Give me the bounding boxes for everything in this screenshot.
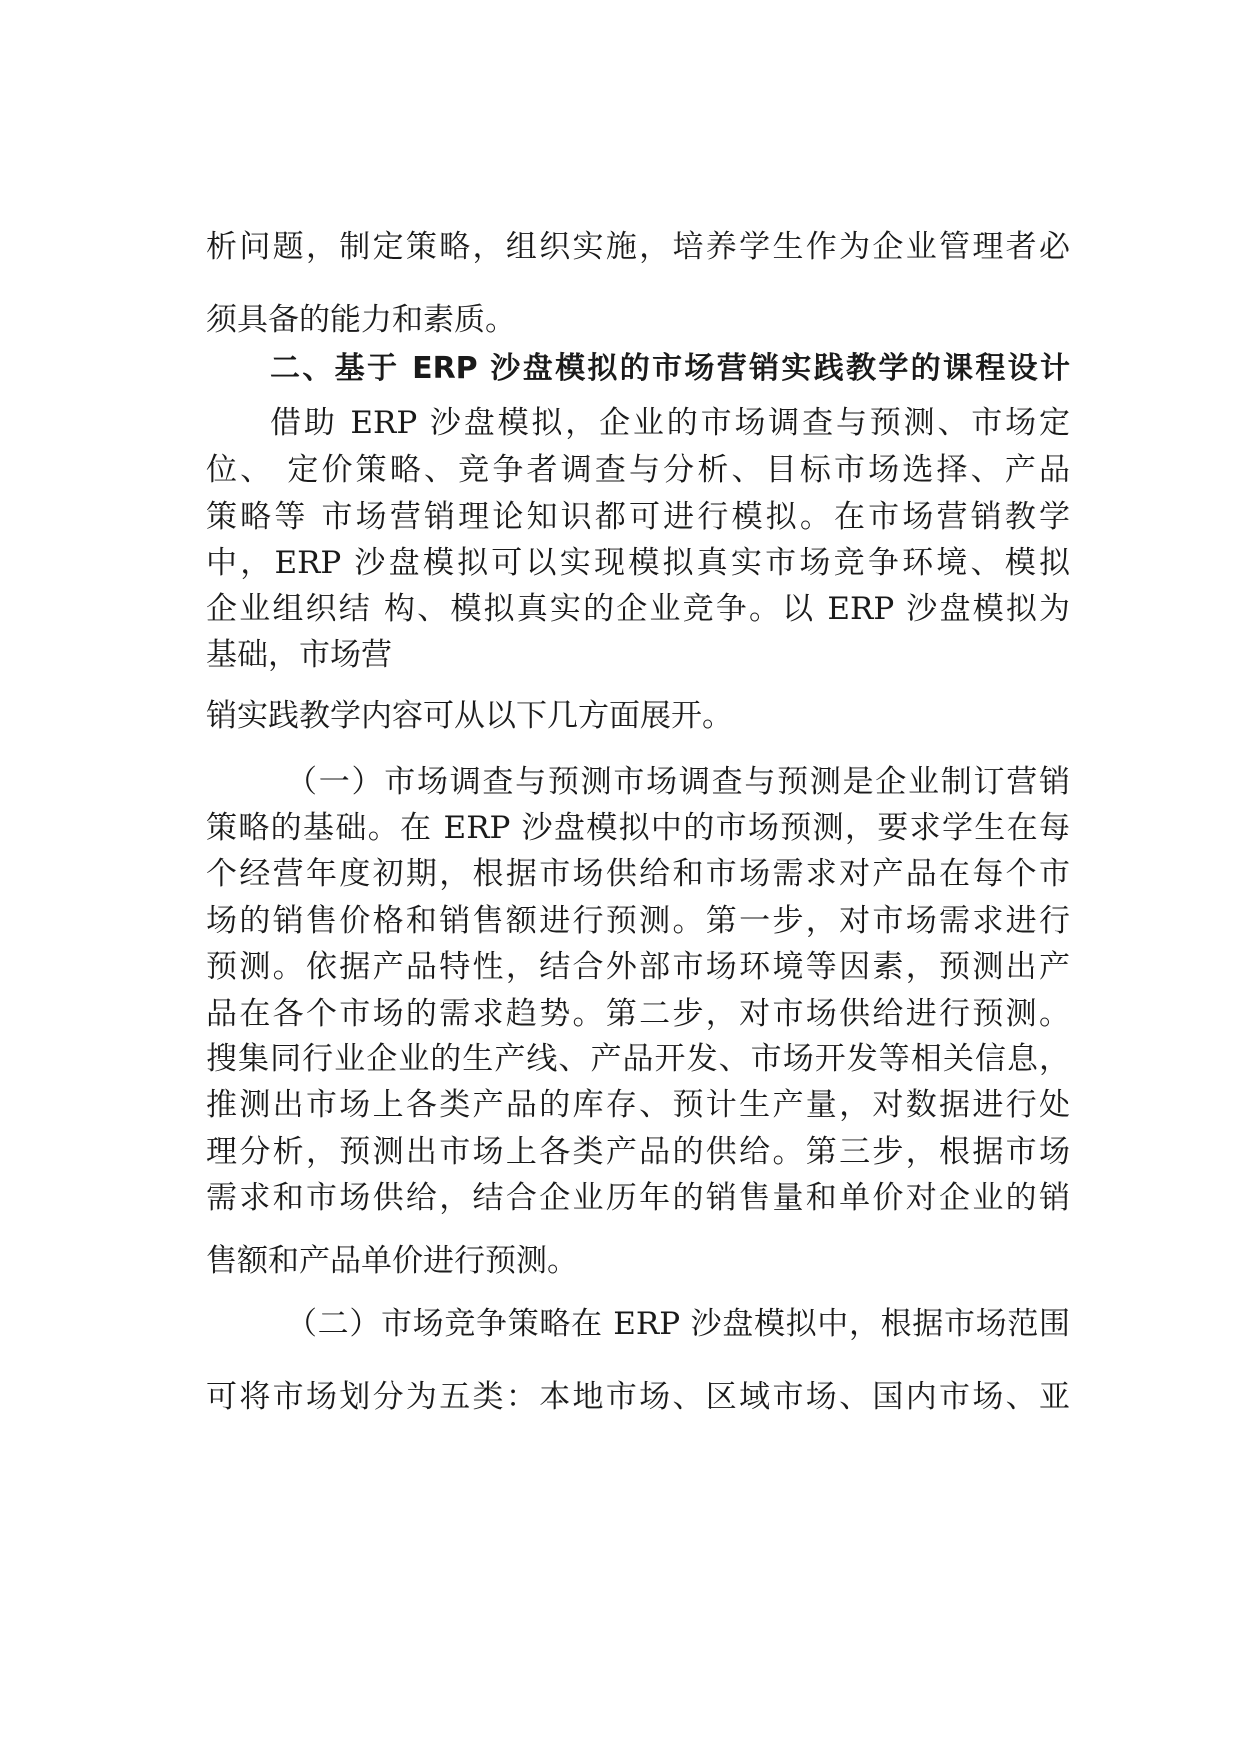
section-paragraph-line-2: 位、 定价策略、竞争者调查与分析、目标市场选择、产品 [206,452,1070,488]
section-paragraph-line-3: 策略等 市场营销理论知识都可进行模拟。在市场营销教学 [206,499,1070,535]
subsection-one-line-7: 搜集同行业企业的生产线、产品开发、市场开发等相关信息， [206,1041,1070,1077]
subsection-two-line-2: 可将市场划分为五类：本地市场、区域市场、国内市场、亚 [206,1379,1070,1415]
subsection-one-line-9: 理分析，预测出市场上各类产品的供给。第三步，根据市场 [206,1134,1070,1170]
subsection-two-line-1: （二）市场竞争策略在 ERP 沙盘模拟中，根据市场范围 [286,1306,1070,1342]
section-paragraph-line-6: 基础，市场营 [206,637,392,673]
section-heading: 二、基于 ERP 沙盘模拟的市场营销实践教学的课程设计 [270,351,1070,386]
intro-line-2: 须具备的能力和素质。 [206,302,516,338]
subsection-one-line-1: （一）市场调查与预测市场调查与预测是企业制订营销 [286,764,1070,800]
subsection-one-line-6: 品在各个市场的需求趋势。第二步，对市场供给进行预测。 [206,996,1070,1032]
subsection-one-line-2: 策略的基础。在 ERP 沙盘模拟中的市场预测，要求学生在每 [206,810,1070,846]
section-paragraph-line-5: 企业组织结 构、模拟真实的企业竞争。以 ERP 沙盘模拟为 [206,591,1070,627]
subsection-one-line-5: 预测。依据产品特性，结合外部市场环境等因素，预测出产 [206,949,1070,985]
subsection-one-line-3: 个经营年度初期，根据市场供给和市场需求对产品在每个市 [206,856,1070,892]
subsection-one-line-8: 推测出市场上各类产品的库存、预计生产量，对数据进行处 [206,1087,1070,1123]
subsection-one-line-10: 需求和市场供给，结合企业历年的销售量和单价对企业的销 [206,1180,1070,1216]
subsection-one-line-11: 售额和产品单价进行预测。 [206,1243,578,1279]
subsection-one-line-4: 场的销售价格和销售额进行预测。第一步，对市场需求进行 [206,903,1070,939]
section-paragraph-line-1: 借助 ERP 沙盘模拟，企业的市场调查与预测、市场定 [270,405,1070,441]
section-paragraph-line-7: 销实践教学内容可从以下几方面展开。 [206,698,733,734]
intro-line-1: 析问题，制定策略，组织实施，培养学生作为企业管理者必 [206,229,1070,265]
section-paragraph-line-4: 中，ERP 沙盘模拟可以实现模拟真实市场竞争环境、模拟 [206,545,1070,581]
